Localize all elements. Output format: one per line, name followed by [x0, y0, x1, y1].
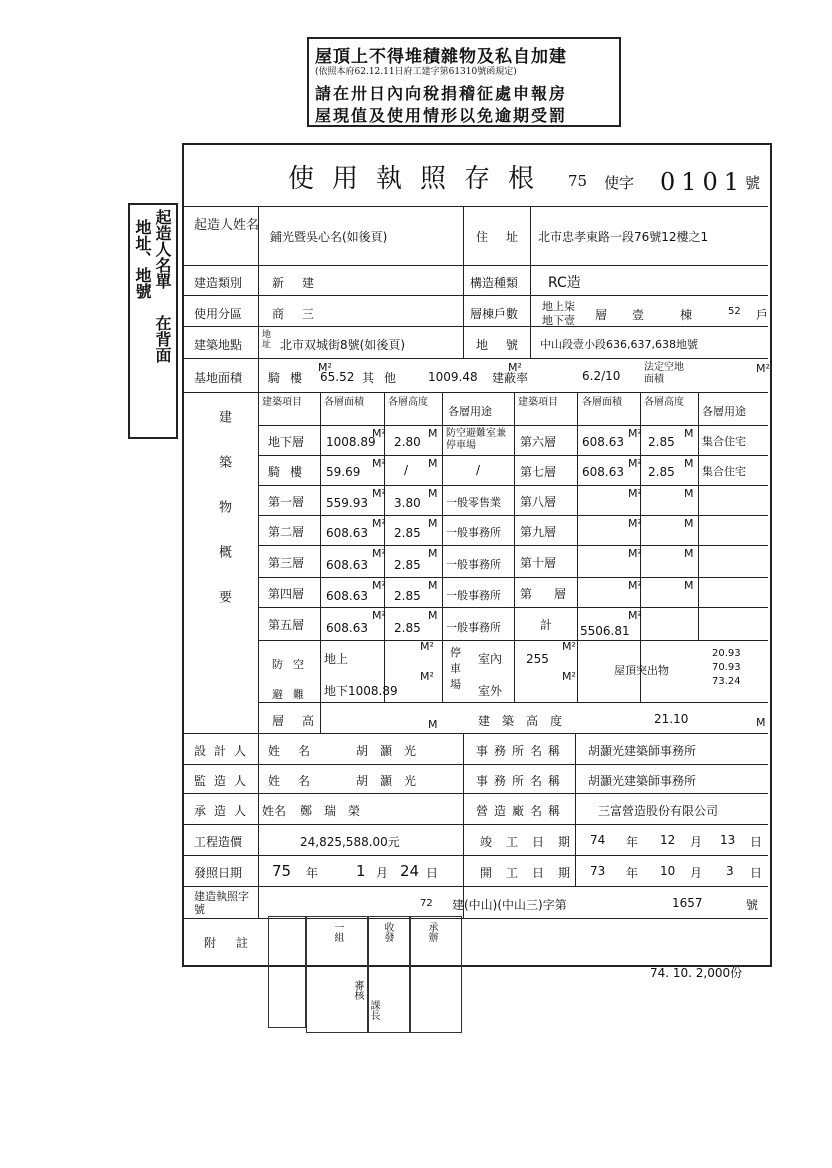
contractor-label: 承造人: [194, 804, 255, 818]
floor-left-area: 608.63: [326, 589, 368, 603]
floor-right-use: 集合住宅: [702, 465, 746, 478]
issue-month: 1: [356, 862, 366, 880]
notice-line4: 屋現值及使用情形以免逾期受罰: [315, 106, 568, 125]
floor-left-height: 2.85: [394, 526, 421, 540]
floors-below: 地下壹: [542, 314, 575, 327]
floor-left-use: /: [476, 463, 481, 477]
designer-name-label: 姓名: [268, 744, 329, 758]
floor-right-area: 608.63: [582, 465, 624, 479]
start-month: 10: [660, 864, 676, 878]
col-height-left: 各層高度: [388, 397, 428, 408]
issue-day-char: 日: [426, 866, 439, 880]
outdoor-label: 室外: [478, 684, 503, 698]
address-value: 北市忠孝東路一段76號12樓之1: [538, 230, 709, 244]
floor-left-area: 1008.89: [326, 435, 376, 449]
floor-left-use: 一般事務所: [446, 526, 501, 539]
structure-value: RC造: [548, 275, 581, 291]
cost-label: 工程造價: [194, 835, 243, 849]
site-sub-label: 地址: [262, 330, 272, 350]
designer-label: 設計人: [194, 744, 255, 758]
floor-left-height: /: [404, 463, 409, 477]
col-area-left: 各層面積: [324, 397, 364, 408]
supervisor-name-label: 姓名: [268, 774, 329, 788]
approval-stamp-1: [268, 916, 306, 1028]
floor-left-area: 608.63: [326, 621, 368, 635]
buildings-count: 壹: [632, 308, 645, 322]
print-footer: 74. 10. 2,000份: [650, 966, 743, 980]
start-year: 73: [590, 864, 606, 878]
designer-office-label: 事務所名稱: [476, 744, 567, 758]
permit-number: 0101: [660, 168, 746, 196]
permit-no-year: 72: [420, 898, 433, 909]
floor-right-height: 2.85: [648, 465, 675, 479]
floor-left-name: 第五層: [268, 618, 305, 632]
floor-left-name: 騎樓: [268, 465, 313, 479]
floor-right-name: 第層: [520, 587, 589, 601]
permit-no-label: 建造執照字號: [194, 890, 249, 916]
col-floor-right: 建築項目: [518, 397, 558, 408]
floor-left-height: 2.85: [394, 558, 421, 572]
col-use-right: 各層用途: [702, 405, 746, 418]
designer-value: 胡灝光: [356, 744, 429, 758]
legal-open-area-label: 法定空地面積: [644, 362, 684, 385]
notice-line3: 請在卅日內向稅捐稽征處申報房: [315, 84, 568, 103]
stamp-label-1: 一組: [332, 922, 343, 942]
roof-label: 屋頂突出物: [614, 664, 669, 677]
permit-no-suffix: 號: [746, 898, 759, 912]
coverage-value: 6.2/10: [582, 369, 621, 383]
floor-right-name: 第八層: [520, 495, 557, 509]
col-area-right: 各層面積: [582, 397, 622, 408]
floors-unit: 層: [595, 308, 608, 322]
side-note-col2: 地址、地號: [133, 219, 152, 299]
notice-line1: 屋頂上不得堆積雜物及私自加建: [315, 47, 567, 67]
floor-left-name: 第二層: [268, 525, 305, 539]
floor-right-name: 計: [540, 618, 553, 632]
firm-label: 營造廠名稱: [476, 804, 567, 818]
floor-left-area: 608.63: [326, 526, 368, 540]
completion-label: 竣工日期: [480, 835, 585, 849]
start-day-char: 日: [750, 866, 763, 880]
page-title: 使用執照存根: [288, 164, 553, 194]
completion-month-char: 月: [690, 835, 703, 849]
floor-left-height: 2.85: [394, 621, 421, 635]
floor-right-name: 第七層: [520, 465, 557, 479]
floors-label: 層棟戶數: [470, 307, 519, 321]
roof-value-2: 70.93: [712, 662, 741, 673]
side-note-col3: 在背面: [153, 315, 172, 363]
coverage-label: 建蔽率: [492, 371, 529, 385]
floor-left-name: 第一層: [268, 495, 305, 509]
build-type-value: 新建: [272, 276, 333, 290]
zone-label: 使用分區: [194, 307, 243, 321]
roof-value-1: 20.93: [712, 648, 741, 659]
building-section-label: 建築物概要: [216, 410, 231, 635]
issue-day: 24: [400, 862, 420, 880]
start-label: 開工日期: [480, 866, 585, 880]
indoor-label: 室內: [478, 652, 503, 666]
floor-left-use: 一般事務所: [446, 558, 501, 571]
supervisor-label: 監造人: [194, 774, 255, 788]
contractor-name-label: 姓名: [262, 804, 287, 818]
note-label: 附註: [204, 936, 269, 950]
shelter-label: 防空避難: [272, 658, 314, 701]
permit-char: 使字: [604, 174, 635, 192]
floor-left-height: 2.85: [394, 589, 421, 603]
permit-no-number: 1657: [672, 896, 703, 910]
issue-label: 發照日期: [194, 866, 243, 880]
floor-left-use: 防空避難室兼停車場: [446, 428, 506, 451]
cost-value: 24,825,588.00元: [300, 835, 400, 849]
floor-left-area: 559.93: [326, 496, 368, 510]
completion-day: 13: [720, 833, 736, 847]
owner-label: 起造人姓名: [194, 218, 260, 233]
floor-right-name: 第十層: [520, 556, 557, 570]
other-value: 1009.48: [428, 370, 478, 384]
arcade-value: 65.52: [320, 370, 355, 384]
shelter-above: 地上: [324, 652, 349, 666]
stamp-label-4: 審核: [352, 980, 363, 1000]
supervisor-value: 胡灝光: [356, 774, 429, 788]
floor-left-name: 第四層: [268, 587, 305, 601]
owner-value: 鋪光暨吳心名(如後頁): [270, 230, 388, 244]
area-label: 基地面積: [194, 371, 243, 385]
permit-suffix: 號: [745, 174, 761, 192]
floor-left-height: 3.80: [394, 496, 421, 510]
permit-no-text: 建(中山)(中山三)字第: [452, 898, 567, 912]
address-label: 住址: [476, 230, 537, 244]
units-count: 52: [728, 306, 741, 317]
structure-label: 構造種類: [470, 276, 519, 290]
floor-right-height: 2.85: [648, 435, 675, 449]
roof-value-3: 73.24: [712, 676, 741, 687]
floor-right-use: 集合住宅: [702, 435, 746, 448]
site-value: 北市双城街8號(如後頁): [280, 338, 405, 352]
permit-year: 75: [568, 172, 588, 190]
col-height-right: 各層高度: [644, 397, 684, 408]
floor-right-area: 608.63: [582, 435, 624, 449]
units-unit: 戶: [756, 308, 769, 322]
completion-month: 12: [660, 833, 676, 847]
build-type-label: 建造類別: [194, 276, 243, 290]
stamp-label-3: 承辦: [426, 922, 437, 942]
floor-left-area: 59.69: [326, 465, 361, 479]
shelter-below: 地下1008.89: [324, 684, 398, 698]
start-year-char: 年: [626, 866, 639, 880]
parking-label: 停車場: [450, 646, 461, 691]
total-area-value: 5506.81: [580, 624, 630, 638]
site-label: 建築地點: [194, 338, 243, 352]
other-label: 其他: [362, 371, 407, 385]
issue-month-char: 月: [376, 866, 389, 880]
layer-height-label: 層高: [272, 714, 333, 728]
lot-value: 中山段壹小段636,637,638地號: [540, 338, 698, 351]
notice-line2: (依照本府62.12.11日府工建字第61310號函規定): [315, 67, 517, 77]
stamp-label-2: 收發: [382, 922, 393, 942]
floor-left-use: 一般事務所: [446, 589, 501, 602]
contractor-value: 鄭瑞榮: [300, 804, 373, 818]
floor-left-name: 第三層: [268, 556, 305, 570]
zone-value: 商三: [272, 307, 333, 321]
floor-right-name: 第六層: [520, 435, 557, 449]
arcade-label: 騎樓: [268, 371, 313, 385]
side-note-stamp: [128, 203, 178, 439]
start-month-char: 月: [690, 866, 703, 880]
supervisor-office-label: 事務所名稱: [476, 774, 567, 788]
building-height-value: 21.10: [654, 712, 689, 726]
col-use-left: 各層用途: [448, 405, 492, 418]
firm-value: 三富營造股份有限公司: [598, 804, 719, 818]
stamp-label-5: 課長: [368, 1000, 379, 1020]
issue-year: 75: [272, 862, 292, 880]
floor-left-name: 地下層: [268, 435, 305, 449]
buildings-unit: 棟: [680, 308, 693, 322]
indoor-value: 255: [526, 652, 549, 666]
completion-year-char: 年: [626, 835, 639, 849]
floor-left-height: 2.80: [394, 435, 421, 449]
roof-notice-stamp: [307, 37, 621, 127]
col-floor-left: 建築項目: [262, 397, 302, 408]
issue-year-char: 年: [306, 866, 319, 880]
floor-left-use: 一般事務所: [446, 621, 501, 634]
designer-office-value: 胡灝光建築師事務所: [588, 744, 697, 758]
lot-label: 地號: [476, 338, 537, 352]
floors-above: 地上柒: [542, 300, 575, 313]
floor-left-area: 608.63: [326, 558, 368, 572]
building-height-label: 建築高度: [478, 714, 575, 728]
floor-left-use: 一般零售業: [446, 496, 501, 509]
start-day: 3: [726, 864, 734, 878]
supervisor-office-value: 胡灝光建築師事務所: [588, 774, 697, 788]
floor-right-name: 第九層: [520, 525, 557, 539]
completion-day-char: 日: [750, 835, 763, 849]
side-note-col1: 起造人名單: [153, 209, 172, 289]
completion-year: 74: [590, 833, 606, 847]
